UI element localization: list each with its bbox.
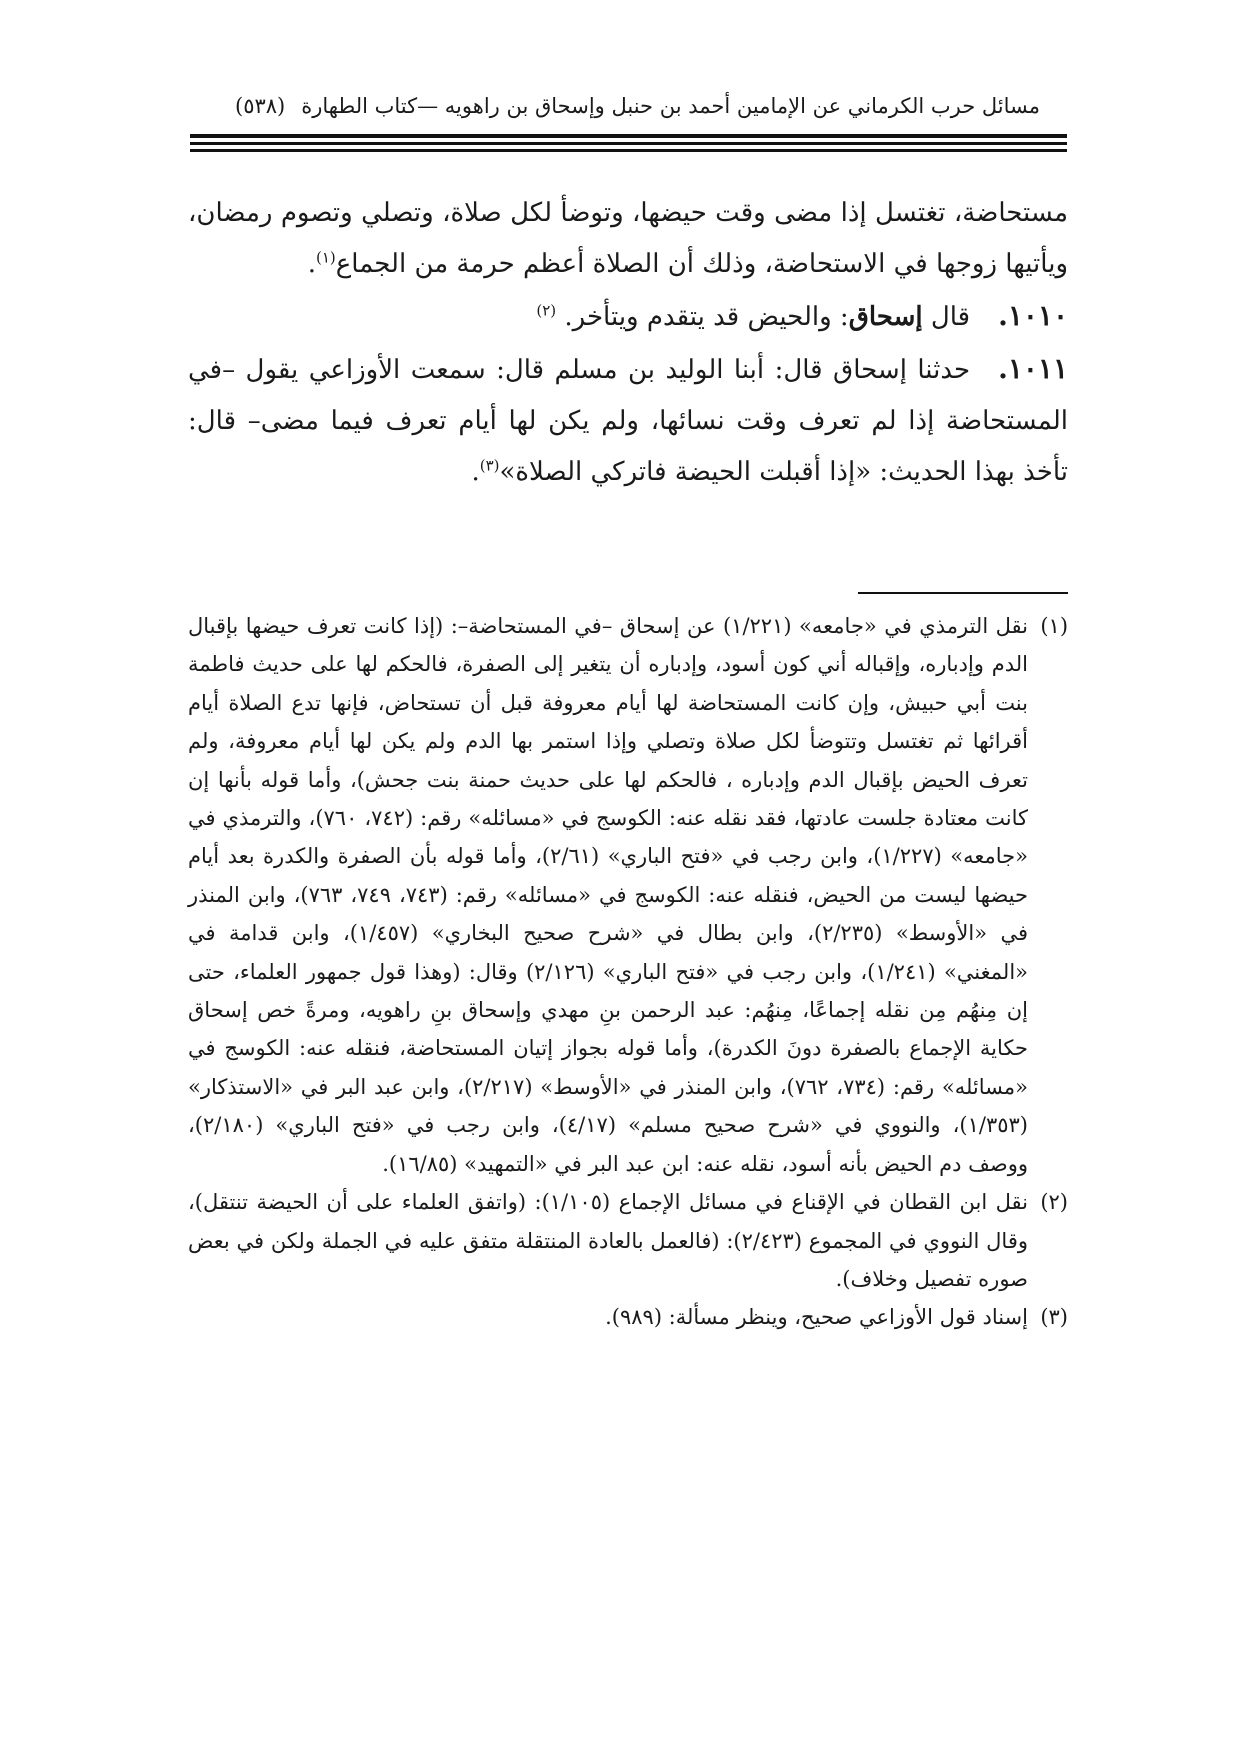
footnote-3: (٣)إسناد قول الأوزاعي صحيح، وينظر مسألة: (٩٨٩).: [605, 1305, 1068, 1330]
header-rule-bottom: [190, 149, 1067, 152]
footnote-ref-3[interactable]: (٣): [479, 456, 500, 475]
issue-1010: ١٠١٠.قال إسحاق: والحيض قد يتقدم ويتأخر. $^{(٢)}$: [188, 290, 1068, 343]
paragraph-continuation: مستحاضة، تغتسل إذا مضى وقت حيضها، وتوضأ لكل صلاة، وتصلي وتصوم رمضان، ويأتيها زوجها في الاستحاضة، وذلك أن الصلاة أعظم حرمة من الجماع$^{(١)}$.: [188, 198, 1068, 279]
running-header: [235, 86, 1040, 126]
issue-number-1010: ١٠١٠.: [998, 299, 1068, 332]
footnote-ref-2[interactable]: (٢): [536, 301, 557, 320]
footnotes: [188, 607, 1068, 1337]
header-title: مسائل حرب الكرماني عن الإمامين أحمد بن حنبل وإسحاق بن راهويه —كتاب الطهارة: [301, 94, 1040, 118]
footnote-1: (١)نقل الترمذي في «جامعه» (١/٢٢١) عن إسحاق –في المستحاضة–: (إذا كانت تعرف حيضها بإقبال الدم وإدباره، وإقباله أني كون أسود، وإدباره أن يتغير إلى الصفرة، فالحكم لها على حديث فاطمة بنت أبي حبيش، وإن كانت المستحاضة لها أيام معروفة قبل أن تستحاض، فإنها تدع الصلاة أيام أقرائها ثم تغتسل وتتوضأ لكل صلاة وتصلي وإذا استمر بها الدم ولم يكن لها أيام معروفة، ولم تعرف الحيض بإقبال الدم وإدباره ، فالحكم لها على حديث حمنة بنت جحش)، وأما قوله بأنها إن كانت معتادة جلست عادتها، فقد نقله عنه: الكوسج في «مسائله» رقم: (٧٤٢، ٧٦٠)، والترمذي في «جامعه» (١/٢٢٧)، وابن رجب في «فتح الباري» (٢/٦١)، وأما قوله بأن الصفرة والكدرة بعد أيام حيضها ليست من الحيض، فنقله عنه: الكوسج في «مسائله» رقم: (٧٤٣، ٧٤٩، ٧٦٣)، وابن المنذر في «الأوسط» (٢/٢٣٥)، وابن بطال في «شرح صحيح البخاري» (١/٤٥٧)، وابن قدامة في «المغني» (١/٢٤١)، وابن رجب في «فتح الباري» (٢/١٢٦) وقال: (وهذا قول جمهور العلماء، حتى إن مِنهُم مِن نقله إجماعًا، مِنهُم: عبد الرحمن بنِ مهدي وإسحاق بنِ راهويه، ومرةً خص إسحاق حكاية الإجماع بالصفرة دونَ الكدرة)، وأما قوله بجواز إتيان المستحاضة، فنقله عنه: الكوسج في «مسائله» رقم: (٧٣٤، ٧٦٢)، وابن المنذر في «الأوسط» (٢/٢١٧)، وابن عبد البر في «الاستذكار» (١/٣٥٣)، والنووي في «شرح صحيح مسلم» (٤/١٧)، وابن رجب في «فتح الباري» (٢/١٨٠)، ووصف دم الحيض بأنه أسود، نقله عنه: ابن عبد البر في «التمهيد» (١٦/٨٥).: [188, 614, 1069, 1176]
header-rule-middle: [190, 142, 1067, 145]
main-text: [188, 188, 1068, 498]
footnote-2: (٢)نقل ابن القطان في الإقناع في مسائل الإجماع (١/١٠٥): (واتفق العلماء على أن الحيضة تنتقل)، وقال النووي في المجموع (٢/٤٢٣): (فالعمل بالعادة المنتقلة متفق عليه في الجملة ولكن في بعض صوره تفصيل وخلاف).: [188, 1190, 1068, 1291]
page-number: (٥٣٨): [235, 94, 286, 118]
footnote-separator: [858, 592, 1068, 594]
issue-1011: ١٠١١.حدثنا إسحاق قال: أبنا الوليد بن مسلم قال: سمعت الأوزاعي يقول –في المستحاضة إذا لم تعرف وقت نسائها، ولم يكن لها أيام تعرف فيما مضى– قال: تأخذ بهذا الحديث: «إذا أقبلت الحيضة فاتركي الصلاة»$^{(٣)}$.: [188, 343, 1068, 498]
header-rule-top: [190, 134, 1067, 138]
speaker-name: إسحاق: [848, 302, 923, 332]
issue-number-1011: ١٠١١.: [998, 352, 1068, 385]
footnote-ref-1[interactable]: (١): [316, 248, 336, 267]
